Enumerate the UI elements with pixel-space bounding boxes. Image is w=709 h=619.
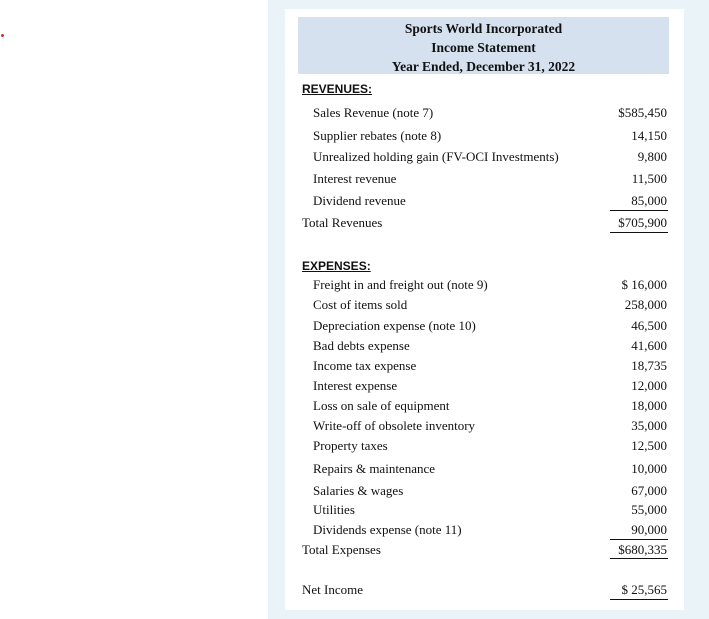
expense-item-label: Property taxes [313,438,388,453]
expense-item-amount: 67,000 [631,483,667,498]
expense-item-label: Salaries & wages [313,483,404,498]
statement-title: Income Statement [431,40,536,55]
revenue-item-label: Interest revenue [313,171,397,186]
expense-item-amount: 12,000 [631,378,667,393]
expense-item-label: Bad debts expense [313,338,410,353]
revenue-item-amount: 85,000 [631,193,667,208]
expenses-heading: EXPENSES: [302,259,371,273]
expense-item-amount: 55,000 [631,502,667,517]
red-dot-marker [1,34,4,37]
revenue-item-label: Supplier rebates (note 8) [313,128,442,143]
revenue-subtotal-underline [610,210,668,211]
expense-item-amount: 35,000 [631,418,667,433]
expense-item-amount: 10,000 [631,461,667,476]
revenue-item-amount: $585,450 [618,105,667,120]
total-revenues-label: Total Revenues [302,215,383,230]
expense-item-label: Repairs & maintenance [313,461,436,476]
total-revenues-amount: $705,900 [618,215,667,230]
total-expenses-underline [610,558,668,559]
revenue-item-label: Dividend revenue [313,193,406,208]
expense-item-label: Depreciation expense (note 10) [313,318,476,333]
expense-item-label: Income tax expense [313,358,417,373]
net-income-label: Net Income [302,582,364,597]
revenue-item-amount: 14,150 [631,128,667,143]
revenue-item-amount: 11,500 [631,171,667,186]
expense-item-amount: 18,000 [631,398,667,413]
revenue-item-label: Sales Revenue (note 7) [313,105,434,120]
expense-item-label: Cost of items sold [313,297,408,312]
expense-item-label: Freight in and freight out (note 9) [313,277,488,292]
expense-item-amount: 46,500 [631,318,667,333]
statement-header [298,17,669,74]
total-expenses-label: Total Expenses [302,542,381,557]
expense-item-amount: 258,000 [624,297,667,312]
company-name: Sports World Incorporated [404,21,563,36]
expense-item-label: Dividends expense (note 11) [313,522,462,537]
expense-item-amount: 90,000 [631,522,667,537]
expense-item-label: Utilities [313,502,355,517]
expense-item-label: Write-off of obsolete inventory [313,418,476,433]
revenue-item-amount: 9,800 [637,149,667,164]
expense-item-amount: 18,735 [631,358,667,373]
revenues-heading: REVENUES: [302,82,373,96]
expense-item-amount: 41,600 [631,338,667,353]
total-expenses-amount: $680,335 [618,542,667,557]
expense-item-amount: 12,500 [631,438,667,453]
total-revenues-underline [610,232,668,233]
expense-item-label: Interest expense [313,378,398,393]
revenue-item-label: Unrealized holding gain (FV-OCI Investments) [313,149,559,164]
net-income-underline [610,599,668,600]
statement-period: Year Ended, December 31, 2022 [391,59,576,74]
expense-item-amount: $ 16,000 [621,277,667,292]
expense-subtotal-underline [610,539,668,540]
expense-item-label: Loss on sale of equipment [313,398,450,413]
net-income-amount: $ 25,565 [621,582,667,597]
